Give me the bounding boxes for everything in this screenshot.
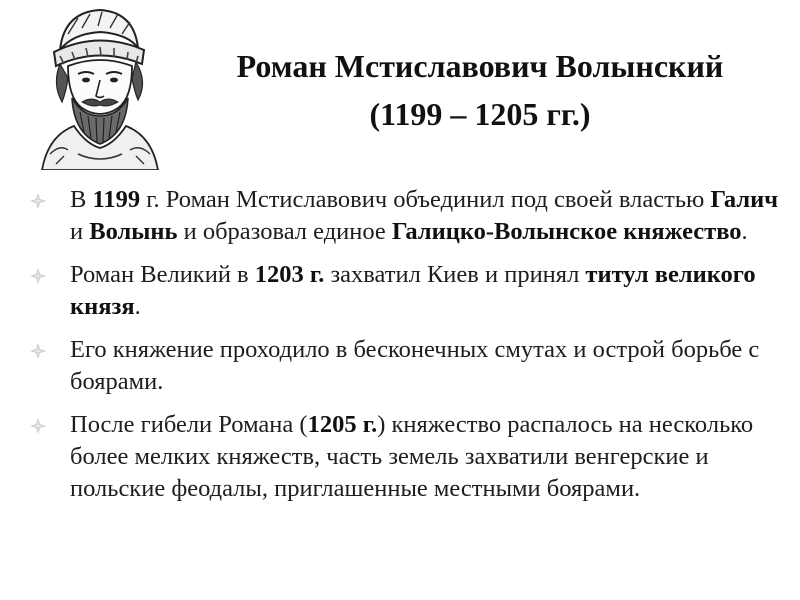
text-run: Его княжение проходило в бесконечных смутах и острой борьбе с боярами.	[70, 336, 760, 395]
text-run: захватил Киев и принял	[324, 261, 586, 288]
bold-run: титул великого князя	[70, 261, 756, 320]
text-run: и образовал единое	[177, 218, 392, 245]
text-run: ) княжество распалось на несколько более мелких княжеств, часть земель захватили венгерские и польские феодалы, приглашенные местными боярами.	[70, 411, 754, 502]
prince-portrait-icon	[38, 4, 162, 170]
four-petal-diamond-icon	[30, 193, 46, 209]
bold-run: Галицко-Волынское княжество	[391, 218, 742, 245]
four-petal-diamond-icon	[30, 343, 46, 359]
text-run: Роман Великий в	[70, 261, 255, 288]
text-run: После гибели Романа (	[70, 411, 308, 438]
bullet-item	[28, 409, 780, 505]
text-run: г. Роман Мстиславович объединил под своей властью	[140, 186, 711, 213]
bold-run: 1199	[92, 186, 141, 213]
bullet-list	[28, 184, 780, 516]
bold-run: Галич	[710, 186, 779, 213]
text-run: .	[134, 293, 141, 320]
bullet-item	[28, 259, 780, 323]
bullet-text	[70, 336, 759, 395]
bold-run: 1203 г.	[254, 261, 325, 288]
bold-run: Волынь	[89, 218, 178, 245]
title-years: (1199 – 1205 гг.)	[369, 96, 591, 132]
text-run: В	[70, 186, 93, 213]
bullet-text	[70, 411, 753, 502]
text-run: и	[70, 218, 90, 245]
title-name: Роман Мстиславович Волынский	[236, 48, 724, 84]
bullet-item	[28, 184, 780, 248]
bullet-text	[70, 261, 756, 320]
bullet-item	[28, 334, 780, 398]
bullet-text	[70, 186, 778, 245]
slide-title	[160, 42, 800, 138]
text-run: .	[741, 218, 748, 245]
four-petal-diamond-icon	[30, 418, 46, 434]
four-petal-diamond-icon	[30, 268, 46, 284]
bold-run: 1205 г.	[307, 411, 378, 438]
